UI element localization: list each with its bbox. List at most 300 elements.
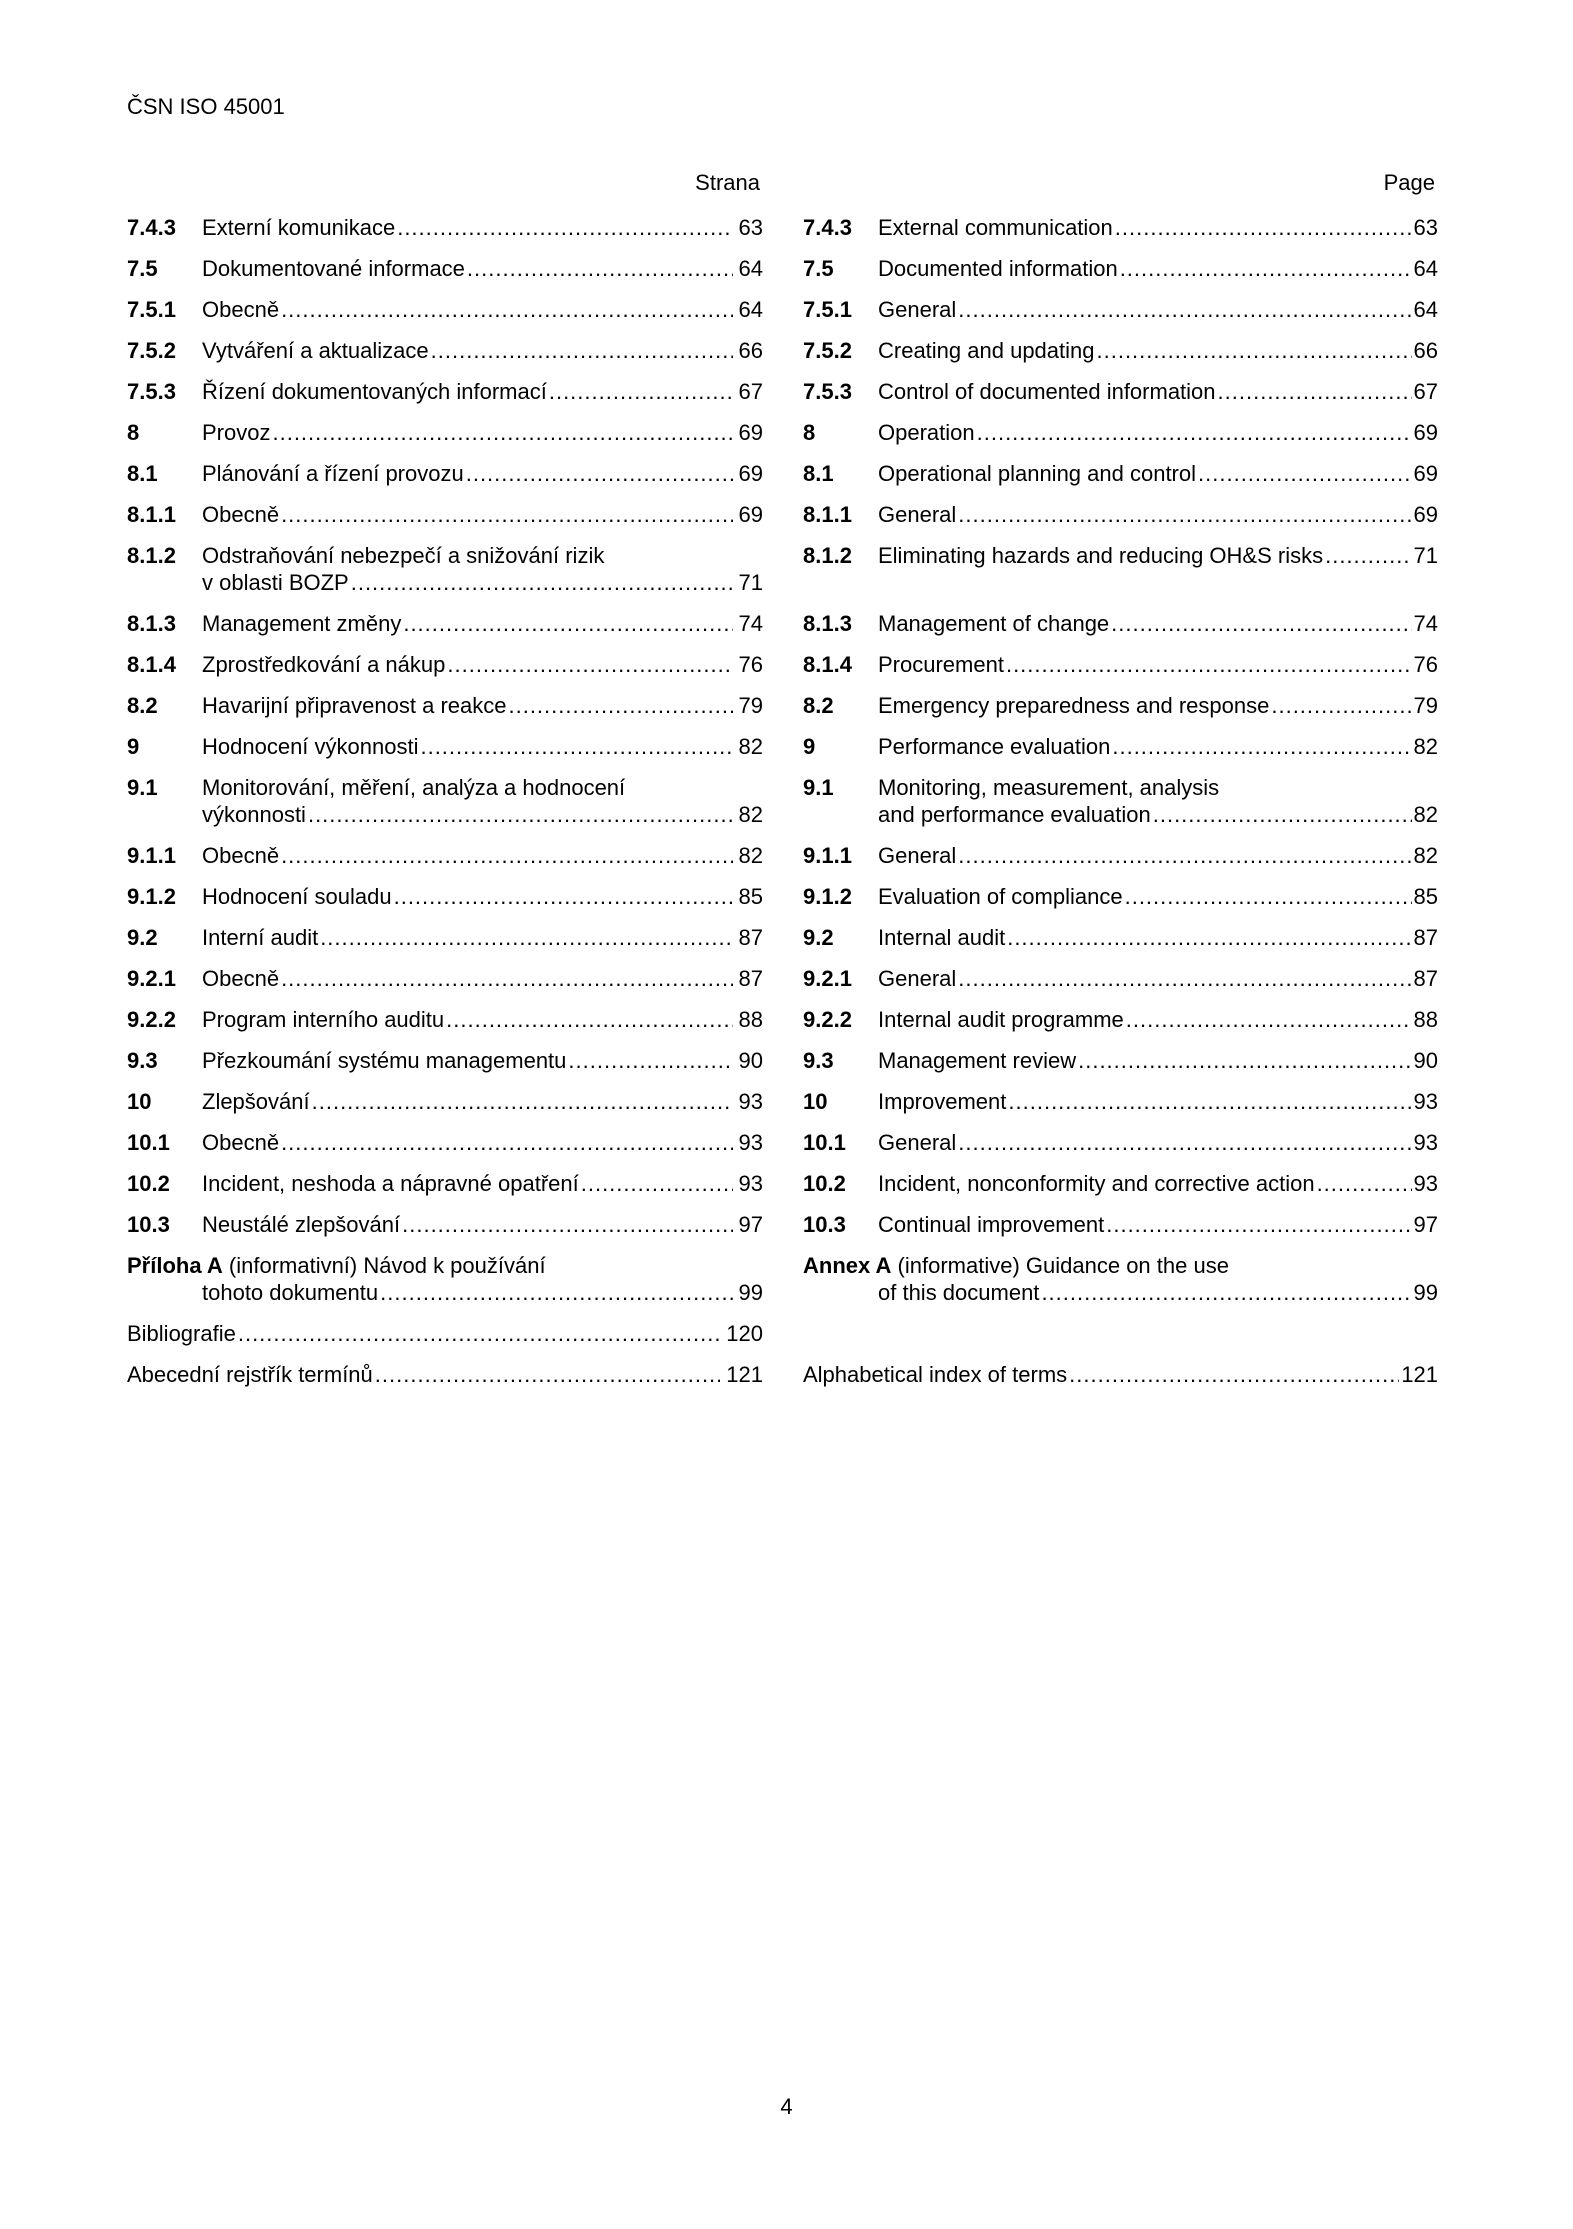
entry-title-block bbox=[127, 378, 763, 405]
entry-title[interactable]: v oblasti BOZP bbox=[202, 570, 349, 595]
entry-title[interactable]: Incident, neshoda a nápravné opatření bbox=[202, 1171, 579, 1196]
entry-leader-row bbox=[202, 296, 763, 323]
toc-entry[interactable] bbox=[803, 1088, 1438, 1115]
toc-entry[interactable] bbox=[127, 1211, 763, 1238]
entry-title-block bbox=[803, 774, 1438, 828]
toc-entry[interactable] bbox=[803, 774, 1438, 828]
entry-leader-row bbox=[878, 501, 1438, 528]
entry-title[interactable]: Internal audit bbox=[878, 925, 1006, 950]
toc-entry[interactable] bbox=[803, 337, 1438, 364]
entry-title[interactable]: Creating and updating bbox=[878, 338, 1095, 363]
annex-qualifier: (informative) Guidance on the use bbox=[897, 1253, 1229, 1278]
section-number: 8.1.3 bbox=[803, 611, 852, 636]
page-ref[interactable]: 74 bbox=[1413, 611, 1438, 636]
entry-leader-row bbox=[202, 378, 763, 405]
toc-entry[interactable] bbox=[127, 501, 763, 528]
section-number: 9.1 bbox=[803, 775, 834, 800]
page-ref[interactable]: 69 bbox=[1413, 461, 1438, 486]
entry-title[interactable]: Dokumentované informace bbox=[202, 256, 465, 281]
section-number: 7.5.3 bbox=[803, 379, 852, 404]
toc-entry[interactable] bbox=[803, 692, 1438, 719]
toc-entry[interactable] bbox=[127, 1088, 763, 1115]
dot-leader bbox=[958, 842, 1411, 869]
toc-entry-index[interactable] bbox=[127, 1361, 763, 1388]
entry-leader-row bbox=[202, 842, 763, 869]
section-number: 9.2 bbox=[803, 925, 834, 950]
section-number: 9 bbox=[803, 734, 816, 759]
toc-entry[interactable] bbox=[803, 296, 1438, 323]
entry-title-block bbox=[803, 378, 1438, 405]
page-ref[interactable]: 67 bbox=[738, 379, 763, 404]
entry-title[interactable]: Řízení dokumentovaných informací bbox=[202, 379, 547, 404]
page-ref[interactable]: 79 bbox=[738, 693, 763, 718]
page-ref[interactable]: 67 bbox=[1413, 379, 1438, 404]
dot-leader bbox=[1271, 692, 1411, 719]
dot-leader bbox=[281, 842, 732, 869]
toc-entry[interactable] bbox=[127, 924, 763, 951]
section-number: 9.1.1 bbox=[803, 843, 852, 868]
entry-title-block bbox=[803, 883, 1438, 910]
entry-leader-row bbox=[878, 337, 1438, 364]
section-number: 8.1 bbox=[803, 461, 834, 486]
toc-entry[interactable] bbox=[127, 692, 763, 719]
page-ref[interactable]: 79 bbox=[1413, 693, 1438, 718]
entry-title[interactable]: Alphabetical index of terms bbox=[803, 1362, 1068, 1387]
entry-leader-row bbox=[127, 1361, 763, 1388]
toc-entry-annex[interactable] bbox=[803, 1252, 1438, 1306]
page-ref[interactable]: 93 bbox=[1413, 1130, 1438, 1155]
page-ref[interactable]: 93 bbox=[738, 1130, 763, 1155]
toc-entry[interactable] bbox=[127, 1129, 763, 1156]
dot-leader bbox=[1126, 1006, 1412, 1033]
toc-entry[interactable] bbox=[803, 214, 1438, 241]
toc-entry-index[interactable] bbox=[803, 1361, 1438, 1388]
section-number: 9.2.2 bbox=[127, 1007, 176, 1032]
section-number: 8.2 bbox=[803, 693, 834, 718]
dot-leader bbox=[1125, 883, 1412, 910]
column-heading-page: Page bbox=[1383, 170, 1435, 195]
entry-title[interactable]: General bbox=[878, 502, 957, 527]
entry-title-block bbox=[127, 1252, 763, 1306]
dot-leader bbox=[1106, 1211, 1411, 1238]
page-ref[interactable]: 93 bbox=[738, 1089, 763, 1114]
entry-title[interactable]: Continual improvement bbox=[878, 1212, 1105, 1237]
toc-entry[interactable] bbox=[127, 460, 763, 487]
entry-title[interactable]: Evaluation of compliance bbox=[878, 884, 1123, 909]
entry-title[interactable]: and performance evaluation bbox=[878, 802, 1151, 827]
entry-title-line1: Monitorování, měření, analýza a hodnocení bbox=[202, 775, 626, 800]
entry-leader-row bbox=[202, 460, 763, 487]
entry-title[interactable]: Internal audit programme bbox=[878, 1007, 1124, 1032]
toc-entry[interactable] bbox=[803, 965, 1438, 992]
entry-title[interactable]: Emergency preparedness and response bbox=[878, 693, 1270, 718]
toc-entry[interactable] bbox=[803, 1129, 1438, 1156]
page-ref[interactable]: 63 bbox=[738, 215, 763, 240]
toc-entry[interactable] bbox=[127, 337, 763, 364]
toc-entry-annex[interactable] bbox=[127, 1252, 763, 1306]
entry-title-block bbox=[803, 460, 1438, 487]
entry-leader-row bbox=[878, 1170, 1438, 1197]
entry-title[interactable]: Zlepšování bbox=[202, 1089, 310, 1114]
section-number: 10 bbox=[803, 1089, 828, 1114]
entry-title[interactable]: Operational planning and control bbox=[878, 461, 1197, 486]
entry-title[interactable]: Obecně bbox=[202, 843, 280, 868]
page-ref[interactable]: 82 bbox=[1413, 734, 1438, 759]
entry-leader-row bbox=[878, 924, 1438, 951]
entry-title-block bbox=[127, 883, 763, 910]
entry-title-block bbox=[127, 1361, 763, 1388]
dot-leader bbox=[508, 692, 732, 719]
page-ref[interactable]: 66 bbox=[738, 338, 763, 363]
toc-entry[interactable] bbox=[127, 774, 763, 828]
page-ref[interactable]: 87 bbox=[738, 966, 763, 991]
annex-heading bbox=[803, 1252, 1438, 1279]
section-number: 8.1.3 bbox=[127, 611, 176, 636]
entry-title[interactable]: Interní audit bbox=[202, 925, 319, 950]
entry-title[interactable]: Hodnocení výkonnosti bbox=[202, 734, 419, 759]
toc-entry[interactable] bbox=[127, 419, 763, 446]
page-ref[interactable]: 64 bbox=[738, 297, 763, 322]
page-ref[interactable]: 90 bbox=[738, 1048, 763, 1073]
entry-title[interactable]: tohoto dokumentu bbox=[202, 1280, 379, 1305]
entry-leader-row bbox=[878, 1088, 1438, 1115]
toc-entry[interactable] bbox=[803, 378, 1438, 405]
section-number: 7.5.2 bbox=[127, 338, 176, 363]
entry-title-block bbox=[803, 651, 1438, 678]
toc-entry[interactable] bbox=[803, 1170, 1438, 1197]
toc-entry[interactable] bbox=[803, 651, 1438, 678]
annex-label: Příloha A bbox=[127, 1253, 223, 1278]
page-number: 4 bbox=[780, 2094, 793, 2119]
entry-title-block bbox=[803, 1129, 1438, 1156]
entry-leader-row bbox=[202, 1088, 763, 1115]
dot-leader bbox=[281, 296, 732, 323]
dot-leader bbox=[1112, 733, 1411, 760]
page-ref[interactable]: 87 bbox=[1413, 966, 1438, 991]
entry-title-block bbox=[803, 1252, 1438, 1306]
entry-title[interactable]: General bbox=[878, 297, 957, 322]
toc-entry[interactable] bbox=[127, 651, 763, 678]
dot-leader bbox=[1007, 924, 1411, 951]
toc-entry[interactable] bbox=[803, 842, 1438, 869]
entry-title[interactable]: Obecně bbox=[202, 502, 280, 527]
entry-title[interactable]: Bibliografie bbox=[127, 1321, 236, 1346]
page-ref[interactable]: 99 bbox=[738, 1280, 763, 1305]
entry-leader-row bbox=[202, 419, 763, 446]
toc-entry[interactable] bbox=[127, 296, 763, 323]
page-ref[interactable]: 93 bbox=[1413, 1089, 1438, 1114]
toc-entry[interactable] bbox=[127, 883, 763, 910]
dot-leader bbox=[281, 965, 732, 992]
section-number: 9.2 bbox=[127, 925, 158, 950]
dot-leader bbox=[351, 569, 733, 596]
page-ref[interactable]: 93 bbox=[1413, 1171, 1438, 1196]
entry-title[interactable]: Improvement bbox=[878, 1089, 1007, 1114]
page-ref[interactable]: 82 bbox=[1413, 802, 1438, 827]
page-ref[interactable]: 69 bbox=[738, 420, 763, 445]
dot-leader bbox=[958, 296, 1411, 323]
dot-leader bbox=[238, 1320, 720, 1347]
page-ref[interactable]: 88 bbox=[738, 1007, 763, 1032]
page-ref[interactable]: 121 bbox=[1401, 1362, 1438, 1387]
dot-leader bbox=[403, 610, 732, 637]
toc-entry[interactable] bbox=[127, 1006, 763, 1033]
section-number: 10.2 bbox=[127, 1171, 170, 1196]
entry-leader-row bbox=[878, 419, 1438, 446]
entry-title-block bbox=[127, 542, 763, 596]
dot-leader bbox=[1153, 801, 1412, 828]
dot-leader bbox=[446, 1006, 732, 1033]
toc-entry[interactable] bbox=[803, 610, 1438, 637]
section-number: 9.1.2 bbox=[127, 884, 176, 909]
toc-entry[interactable] bbox=[127, 965, 763, 992]
toc-entry-bibliography[interactable] bbox=[127, 1320, 763, 1347]
page-ref[interactable]: 82 bbox=[738, 802, 763, 827]
entry-title-block bbox=[803, 1047, 1438, 1074]
dot-leader bbox=[394, 883, 733, 910]
toc-entry[interactable] bbox=[127, 1047, 763, 1074]
entry-title[interactable]: General bbox=[878, 1130, 957, 1155]
page-ref[interactable]: 64 bbox=[1413, 256, 1438, 281]
section-number: 7.4.3 bbox=[803, 215, 852, 240]
entry-leader-row bbox=[202, 883, 763, 910]
entry-title[interactable]: Operation bbox=[878, 420, 975, 445]
toc-entry[interactable] bbox=[127, 214, 763, 241]
dot-leader bbox=[549, 378, 733, 405]
page-ref[interactable]: 63 bbox=[1413, 215, 1438, 240]
entry-title-block bbox=[127, 337, 763, 364]
dot-leader bbox=[272, 419, 732, 446]
dot-leader bbox=[1006, 651, 1412, 678]
toc-entry[interactable] bbox=[127, 255, 763, 282]
entry-title-block bbox=[803, 214, 1438, 241]
toc-entry[interactable] bbox=[803, 460, 1438, 487]
section-number: 8.1.2 bbox=[127, 543, 176, 568]
entry-title[interactable]: Neustálé zlepšování bbox=[202, 1212, 401, 1237]
dot-leader bbox=[1041, 1279, 1411, 1306]
section-number: 9.1 bbox=[127, 775, 158, 800]
entry-title[interactable]: Přezkoumání systému managementu bbox=[202, 1048, 567, 1073]
toc-entry[interactable] bbox=[803, 1211, 1438, 1238]
section-number: 8.1.1 bbox=[127, 502, 176, 527]
section-number: 7.5.2 bbox=[803, 338, 852, 363]
page-ref[interactable]: 85 bbox=[1413, 884, 1438, 909]
section-number: 8.1.1 bbox=[803, 502, 852, 527]
section-number: 8.1.4 bbox=[803, 652, 852, 677]
page-ref[interactable]: 87 bbox=[738, 925, 763, 950]
entry-leader-row bbox=[202, 501, 763, 528]
toc-entry[interactable] bbox=[803, 883, 1438, 910]
toc-entry[interactable] bbox=[803, 1047, 1438, 1074]
toc-entry[interactable] bbox=[127, 842, 763, 869]
entry-leader-row bbox=[878, 378, 1438, 405]
section-number: 10.3 bbox=[127, 1212, 170, 1237]
entry-title[interactable]: Obecně bbox=[202, 966, 280, 991]
entry-title-block bbox=[127, 1320, 763, 1347]
entry-title-block bbox=[127, 610, 763, 637]
entry-leader-row bbox=[803, 1361, 1438, 1388]
page-ref[interactable]: 64 bbox=[738, 256, 763, 281]
entry-title[interactable]: Eliminating hazards and reducing OH&S risks bbox=[878, 543, 1324, 568]
entry-title[interactable]: Documented information bbox=[878, 256, 1118, 281]
entry-title[interactable]: General bbox=[878, 843, 957, 868]
entry-title[interactable]: výkonnosti bbox=[202, 802, 306, 827]
entry-title[interactable]: Management review bbox=[878, 1048, 1077, 1073]
page-ref[interactable]: 64 bbox=[1413, 297, 1438, 322]
page-ref[interactable]: 93 bbox=[738, 1171, 763, 1196]
section-number: 9.2.1 bbox=[127, 966, 176, 991]
entry-leader-row bbox=[202, 733, 763, 760]
entry-title-block bbox=[127, 774, 763, 828]
toc-entry[interactable] bbox=[127, 733, 763, 760]
section-number: 10.3 bbox=[803, 1212, 846, 1237]
toc-entry[interactable] bbox=[127, 378, 763, 405]
entry-leader-row bbox=[202, 965, 763, 992]
page-ref[interactable]: 74 bbox=[738, 611, 763, 636]
dot-leader bbox=[977, 419, 1412, 446]
page-ref[interactable]: 99 bbox=[1413, 1280, 1438, 1305]
page-ref[interactable]: 71 bbox=[738, 570, 763, 595]
entry-title[interactable]: Externí komunikace bbox=[202, 215, 396, 240]
entry-leader-row bbox=[202, 924, 763, 951]
entry-title[interactable]: Management of change bbox=[878, 611, 1110, 636]
section-number: 9.3 bbox=[127, 1048, 158, 1073]
toc-entry[interactable] bbox=[803, 542, 1438, 569]
section-number: 7.5 bbox=[803, 256, 834, 281]
page-ref[interactable]: 76 bbox=[738, 652, 763, 677]
entry-title[interactable]: Performance evaluation bbox=[878, 734, 1111, 759]
page-ref[interactable]: 97 bbox=[738, 1212, 763, 1237]
entry-title-block bbox=[127, 296, 763, 323]
entry-title[interactable]: of this document bbox=[878, 1280, 1040, 1305]
page-ref[interactable]: 82 bbox=[738, 734, 763, 759]
entry-title[interactable]: Program interního auditu bbox=[202, 1007, 445, 1032]
dot-leader bbox=[1078, 1047, 1411, 1074]
toc-entry[interactable] bbox=[127, 610, 763, 637]
entry-leader-row bbox=[878, 965, 1438, 992]
entry-title[interactable]: General bbox=[878, 966, 957, 991]
page-ref[interactable]: 82 bbox=[1413, 843, 1438, 868]
dot-leader bbox=[1325, 542, 1411, 569]
section-number: 7.5.1 bbox=[803, 297, 852, 322]
entry-title-block bbox=[803, 842, 1438, 869]
entry-leader-row bbox=[878, 255, 1438, 282]
page-ref[interactable]: 82 bbox=[738, 843, 763, 868]
entry-title[interactable]: Provoz bbox=[202, 420, 271, 445]
entry-title[interactable]: Havarijní připravenost a reakce bbox=[202, 693, 507, 718]
toc-entry[interactable] bbox=[803, 733, 1438, 760]
page-ref[interactable]: 71 bbox=[1413, 543, 1438, 568]
page-ref[interactable]: 69 bbox=[1413, 420, 1438, 445]
entry-title-block bbox=[127, 1047, 763, 1074]
entry-title[interactable]: Obecně bbox=[202, 297, 280, 322]
annex-label: Annex A bbox=[803, 1253, 892, 1278]
toc-entry[interactable] bbox=[803, 924, 1438, 951]
dot-leader bbox=[380, 1279, 732, 1306]
toc-entry[interactable] bbox=[127, 1170, 763, 1197]
entry-title-block bbox=[803, 924, 1438, 951]
entry-leader-row bbox=[878, 610, 1438, 637]
entry-title[interactable]: Control of documented information bbox=[878, 379, 1216, 404]
entry-title-block bbox=[803, 965, 1438, 992]
toc-entry[interactable] bbox=[803, 255, 1438, 282]
page-ref[interactable]: 121 bbox=[726, 1362, 763, 1387]
entry-leader-row bbox=[878, 842, 1438, 869]
page-ref[interactable]: 69 bbox=[738, 502, 763, 527]
entry-title-block bbox=[127, 924, 763, 951]
entry-title-block bbox=[127, 419, 763, 446]
entry-title[interactable]: Management změny bbox=[202, 611, 402, 636]
page-ref[interactable]: 87 bbox=[1413, 925, 1438, 950]
section-number: 8.1.4 bbox=[127, 652, 176, 677]
toc-entry[interactable] bbox=[803, 419, 1438, 446]
entry-title[interactable]: Plánování a řízení provozu bbox=[202, 461, 464, 486]
entry-leader-row bbox=[202, 1129, 763, 1156]
page-ref[interactable]: 69 bbox=[738, 461, 763, 486]
entry-leader-row bbox=[202, 1047, 763, 1074]
entry-title-block bbox=[803, 542, 1438, 569]
dot-leader bbox=[320, 924, 732, 951]
dot-leader bbox=[281, 501, 732, 528]
entry-leader-row bbox=[202, 1170, 763, 1197]
section-number: 8.2 bbox=[127, 693, 158, 718]
entry-leader-row bbox=[127, 1279, 763, 1306]
page-ref[interactable]: 76 bbox=[1413, 652, 1438, 677]
section-number: 8.1 bbox=[127, 461, 158, 486]
entry-title[interactable]: Procurement bbox=[878, 652, 1004, 677]
entry-title-block bbox=[803, 1088, 1438, 1115]
entry-title[interactable]: Abecední rejstřík termínů bbox=[127, 1362, 373, 1387]
entry-title[interactable]: Vytváření a aktualizace bbox=[202, 338, 429, 363]
toc-entry[interactable] bbox=[803, 501, 1438, 528]
dot-leader bbox=[467, 255, 733, 282]
entry-leader-row bbox=[803, 1279, 1438, 1306]
entry-leader-row bbox=[202, 651, 763, 678]
entry-title-block bbox=[127, 842, 763, 869]
section-number: 9.2.1 bbox=[803, 966, 852, 991]
page-ref[interactable]: 88 bbox=[1413, 1007, 1438, 1032]
entry-leader-row bbox=[878, 1047, 1438, 1074]
entry-title-block bbox=[803, 337, 1438, 364]
dot-leader bbox=[1218, 378, 1412, 405]
section-number: 7.4.3 bbox=[127, 215, 176, 240]
section-number: 8.1.2 bbox=[803, 543, 852, 568]
entry-title-block bbox=[127, 965, 763, 992]
entry-title-block bbox=[803, 1170, 1438, 1197]
entry-title[interactable]: Zprostředkování a nákup bbox=[202, 652, 446, 677]
page-ref[interactable]: 90 bbox=[1413, 1048, 1438, 1073]
entry-leader-row bbox=[878, 692, 1438, 719]
toc-entry[interactable] bbox=[803, 1006, 1438, 1033]
toc-entry[interactable] bbox=[127, 542, 763, 596]
entry-title-block bbox=[127, 1006, 763, 1033]
entry-title[interactable]: External communication bbox=[878, 215, 1113, 240]
document-id-header: ČSN ISO 45001 bbox=[127, 94, 285, 119]
dot-leader bbox=[1317, 1170, 1412, 1197]
page-ref[interactable]: 85 bbox=[738, 884, 763, 909]
section-number: 8 bbox=[803, 420, 816, 445]
dot-leader bbox=[581, 1170, 733, 1197]
entry-title[interactable]: Obecně bbox=[202, 1130, 280, 1155]
page-ref[interactable]: 120 bbox=[726, 1321, 763, 1346]
page-ref[interactable]: 69 bbox=[1413, 502, 1438, 527]
page-ref[interactable]: 66 bbox=[1413, 338, 1438, 363]
entry-leader-row bbox=[878, 651, 1438, 678]
page-ref[interactable]: 97 bbox=[1413, 1212, 1438, 1237]
entry-title[interactable]: Hodnocení souladu bbox=[202, 884, 392, 909]
section-number: 9.2.2 bbox=[803, 1007, 852, 1032]
entry-title[interactable]: Incident, nonconformity and corrective action bbox=[878, 1171, 1315, 1196]
